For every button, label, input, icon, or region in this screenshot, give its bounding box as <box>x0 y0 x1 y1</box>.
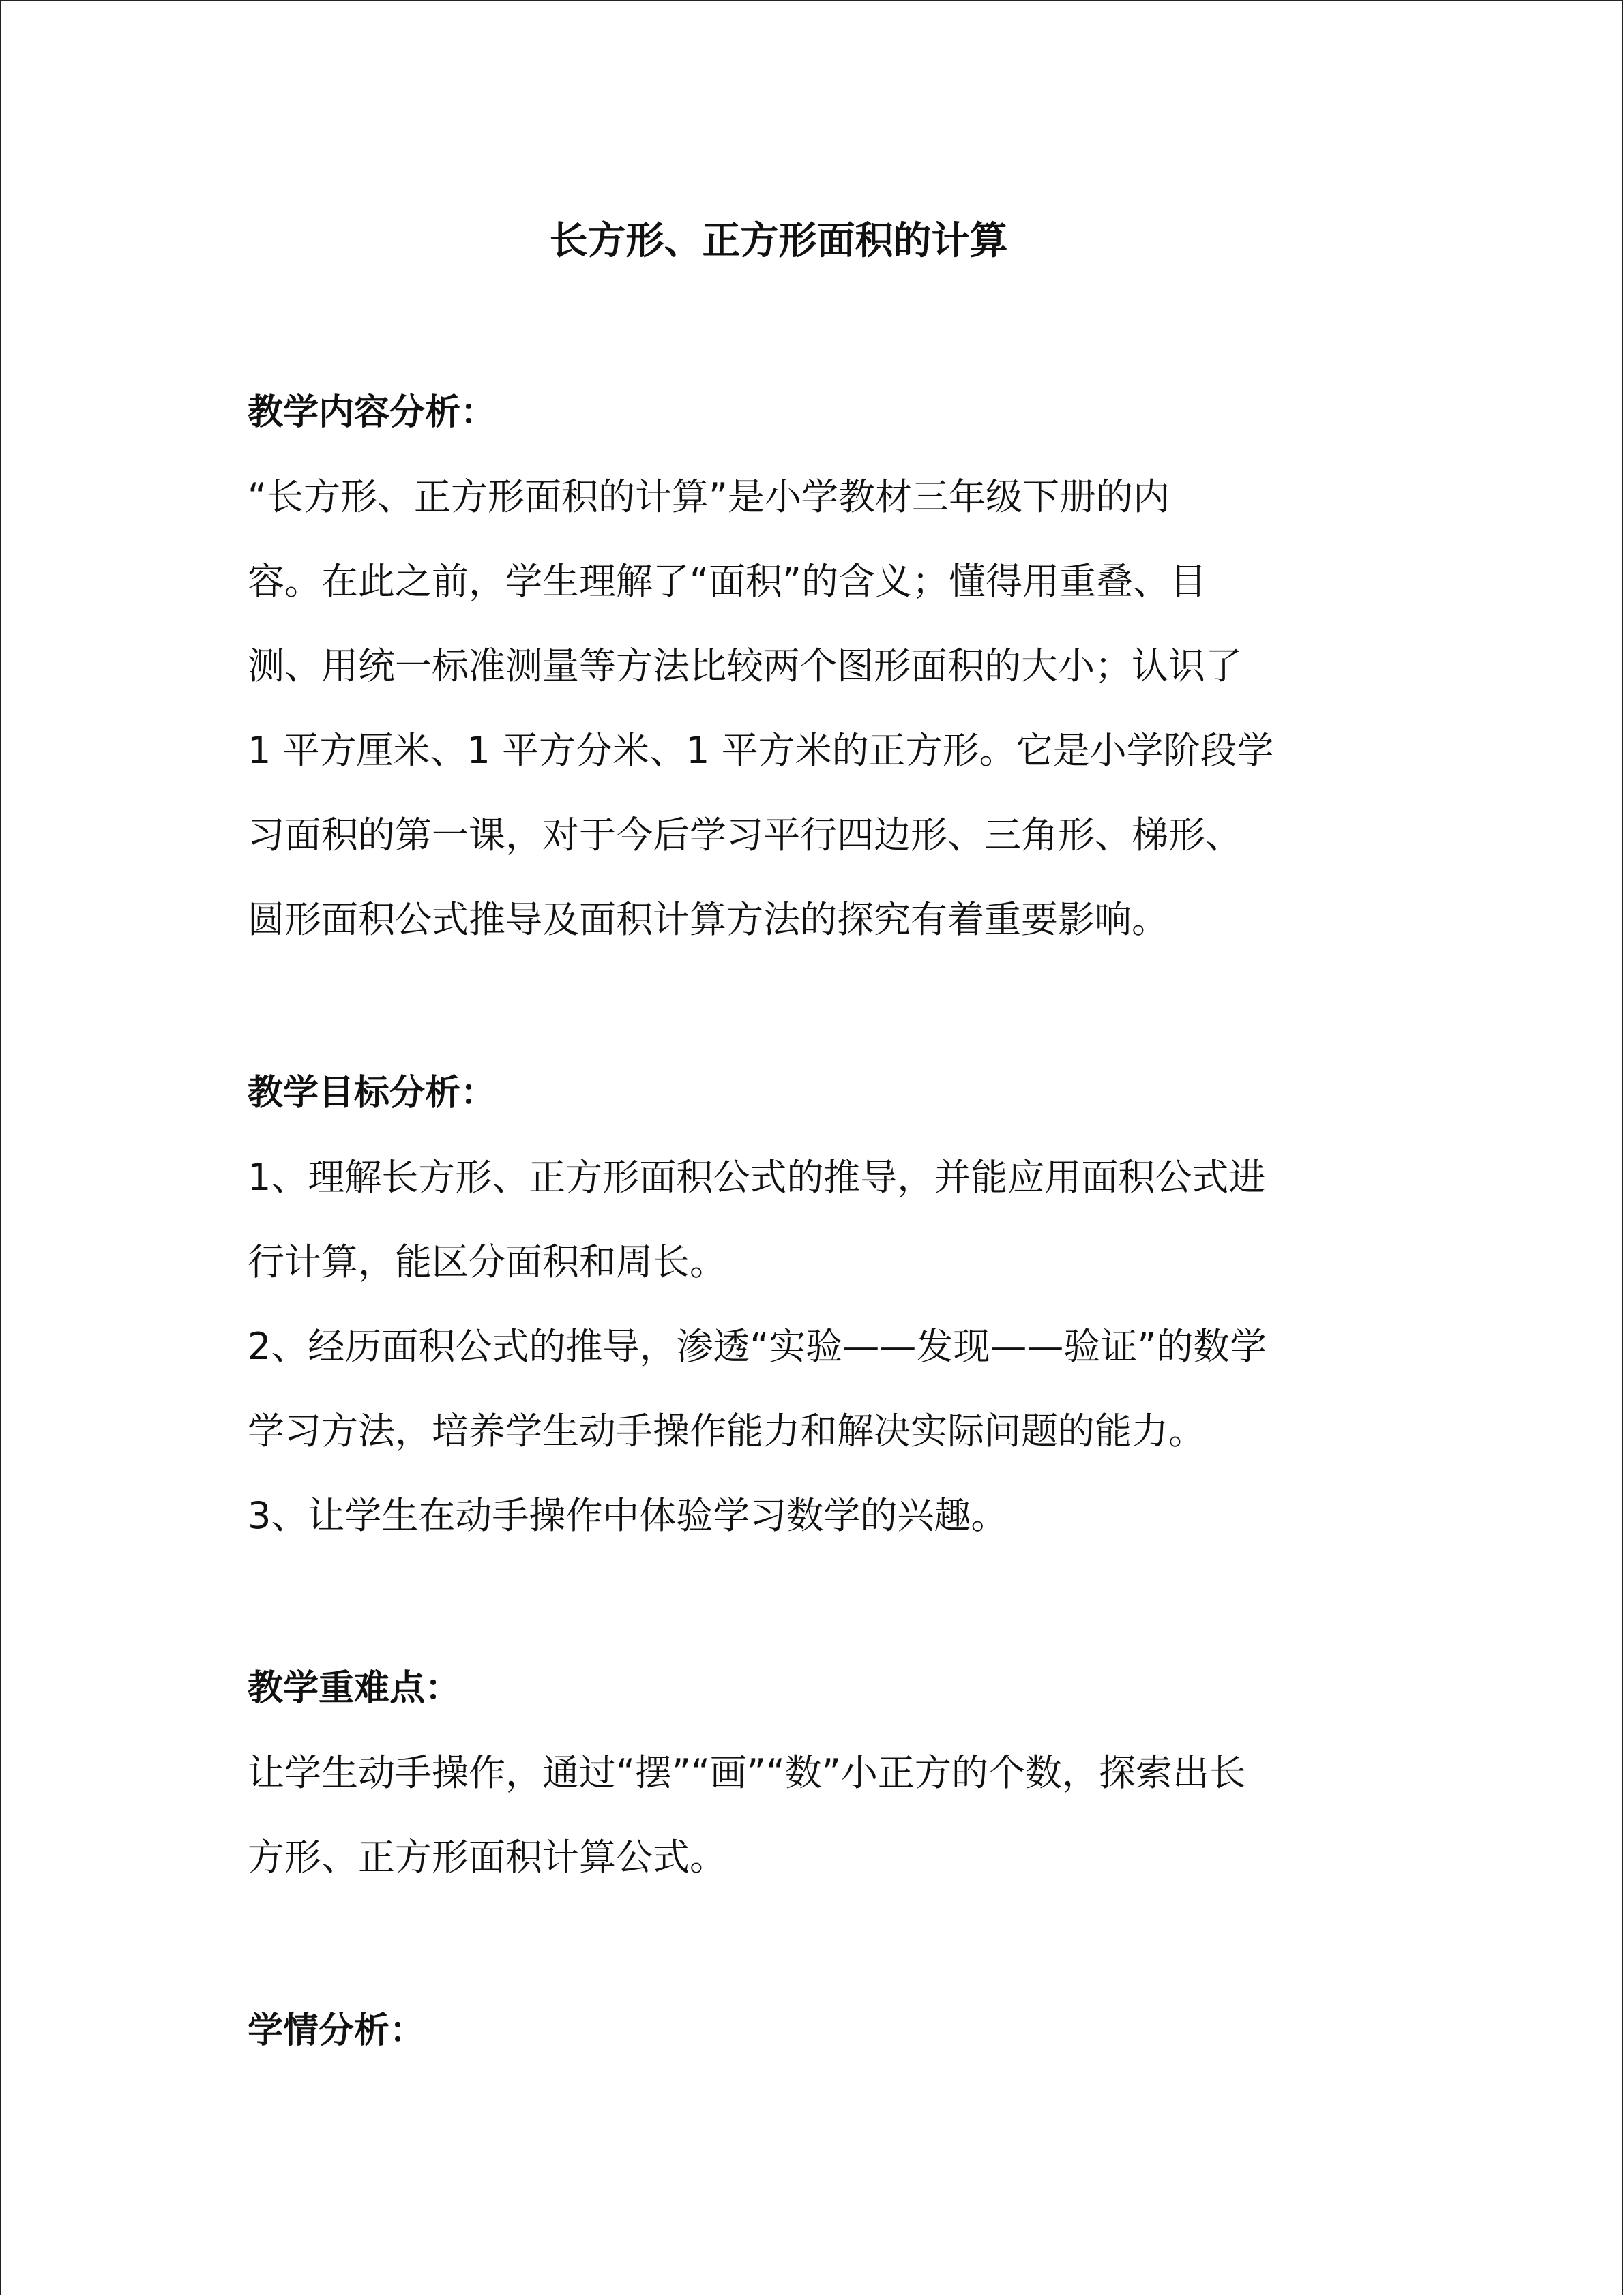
paragraph-line: 让学生动手操作，通过“摆”“画”“数”小正方的个数，探索出长 <box>248 1751 1246 1794</box>
paragraph-line: 测、用统一标准测量等方法比较两个图形面积的大小；认识了 <box>248 644 1242 687</box>
paragraph-line: 3、让学生在动手操作中体验学习数学的兴趣。 <box>248 1494 1008 1537</box>
section-heading: 教学内容分析： <box>248 392 497 433</box>
section-key-points <box>248 1661 1380 1900</box>
paragraph-line: 行计算，能区分面积和周长。 <box>248 1240 726 1283</box>
section-paragraph <box>248 1135 1380 1558</box>
section-heading: 学情分析： <box>248 2010 426 2051</box>
section-goal-analysis <box>248 1066 1380 1558</box>
section-heading: 教学目标分析： <box>248 1073 497 1114</box>
paragraph-line: 1 平方厘米、1 平方分米、1 平方米的正方形。它是小学阶段学 <box>248 729 1274 772</box>
paragraph-line: “长方形、正方形面积的计算”是小学教材三年级下册的内 <box>248 475 1170 518</box>
paragraph-line: 圆形面积公式推导及面积计算方法的探究有着重要影响。 <box>248 898 1168 941</box>
paragraph-line: 容。在此之前，学生理解了“面积”的含义；懂得用重叠、目 <box>248 560 1207 603</box>
paragraph-line: 2、经历面积公式的推导，渗透“实验——发现——验证”的数学 <box>248 1325 1267 1368</box>
section-paragraph <box>248 455 1380 962</box>
section-learner-analysis <box>248 2003 1380 2058</box>
section-paragraph <box>248 1731 1380 1900</box>
paragraph-line: 学习方法，培养学生动手操作能力和解决实际问题的能力。 <box>248 1410 1205 1452</box>
document-title: 长方形、正方形面积的计算 <box>549 219 1008 263</box>
paragraph-line: 方形、正方形面积计算公式。 <box>248 1836 726 1879</box>
section-heading: 教学重难点： <box>248 1668 461 1709</box>
paragraph-line: 习面积的第一课，对于今后学习平行四边形、三角形、梯形、 <box>248 814 1242 856</box>
paragraph-line: 1、理解长方形、正方形面积公式的推导，并能应用面积公式进 <box>248 1156 1266 1199</box>
section-content-analysis <box>248 385 1380 962</box>
